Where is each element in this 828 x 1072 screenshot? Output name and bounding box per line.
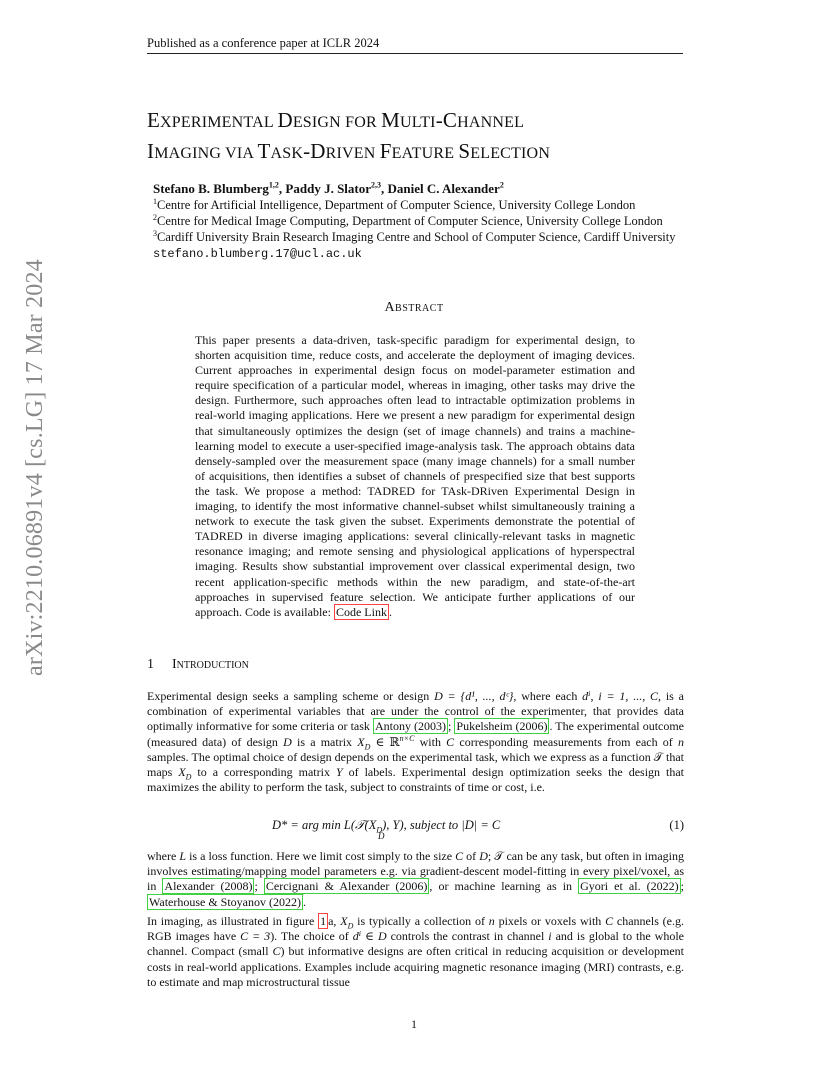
figure-1-link[interactable]: 1 (320, 914, 327, 928)
cite-gyori[interactable]: Gyori et al. (2022) (580, 879, 679, 894)
equation-number: (1) (669, 818, 684, 832)
abstract-body: This paper presents a data-driven, task-specific paradigm for experimental design, to shorten acquisition time, reduce costs, and accelerate the deployment of imaging devices. Current approaches in experimental design focus on model-parameter estimation and require specification of a particular model, whereas in imaging, other tasks may drive the design. Furthermore, such approaches often lead to intractable optimization problems in real-world imaging applications. Here we present a new paradigm for experimental design that simultaneously optimizes the design (set of image channels) and trains a machine-learning model to execute a user-specified image-analysis task. The approach obtains data densely-sampled over the measurement space (many image channels) for a small number of acquisitions, then identifies a subset of channels of prespecified size that best supports the task. We propose a method: TADRED for TAsk-DRiven Experimental Design in imaging, to identify the most informative channel-subset whilst simultaneously training a network to execute the task given the subset. Experiments demonstrate the potential of TADRED in diverse imaging applications: several clinically-relevant tasks in magnetic resonance imaging; and remote sensing and physiological applications of hyperspectral imaging. Results show substantial improvement over classical experimental design, two recent application-specific methods within the new paradigm, and state-of-the-art approaches in supervised feature selection. We anticipate further applications of our approach. Code is available: Code Link . (195, 333, 635, 619)
header-rule (147, 53, 683, 54)
intro-paragraph-3: In imaging, as illustrated in figure 1 a, $X_D$ is typically a collection of n pixels or voxels with C channels (e.g. RGB images have C = 3). The choice of dⁱ ∈ D controls the contrast in channel i and is global to the whole channel. Compact (small C) but informative designs are often critical in reducing acquisition or development costs in real-world applications. Examples include acquiring magnetic resonance imaging (MRI) contrasts, e.g. to estimate and map microstructural tissue (147, 914, 684, 989)
code-link[interactable]: Code Link (335, 604, 387, 619)
cite-pukelsheim[interactable]: Pukelsheim (2006) (456, 719, 548, 734)
affiliation-1: $^1$Centre for Artificial Intelligence, Department of Computer Science, University College London (153, 196, 636, 212)
abstract-heading: Abstract (384, 300, 444, 315)
cite-antony[interactable]: Antony (2003) (374, 719, 447, 734)
equation-1: D* = arg $\min L(𝒯(X_D)$, Y), subject to |D| = C D (1) (272, 818, 684, 841)
section-heading: 1 Introduction (147, 657, 249, 672)
running-header: Published as a conference paper at ICLR 2024 (147, 36, 380, 50)
author-email[interactable]: stefano.blumberg.17@ucl.ac.uk (153, 247, 362, 261)
cite-waterhouse[interactable]: Waterhouse & Stoyanov (2022) (149, 894, 302, 909)
title-line-1: EXPERIMENTAL DESIGN FOR MULTI-CHANNEL (147, 108, 525, 132)
page-number: 1 (411, 1017, 417, 1031)
intro-paragraph-1: Experimental design seeks a sampling scheme or design D = {d¹, ..., dᶜ}, where each dⁱ, i = 1, ..., C, is a combination of experimental variables that are under the control of the experimenter, that provides data optimally informative for some criteria or task Antony (2003) ; Pukelsheim (2006) . The experimental outcome (measured data) of design D is a matrix $X_D$ ∈ ℝ$^{n\times C}$ with C corresponding measurements from each of n samples. The optimal choice of design depends on the experimental task, which we express as a function 𝒯 that maps $X_D$ to a corresponding matrix Y of labels. Experimental design optimization seeks the design that maximizes the ability to perform the task, subject to constraints of time or cost, i.e. (147, 689, 685, 795)
paper-title (147, 106, 550, 168)
author-list: Stefano B. Blumberg$^{1,2}$, Paddy J. Slator$^{2,3}$, Daniel C. Alexander$^2$ (153, 180, 504, 196)
title-line-2: IMAGING VIA TASK-DRIVEN FEATURE SELECTION (147, 139, 551, 163)
cite-cercignani[interactable]: Cercignani & Alexander (2006) (265, 879, 428, 894)
arxiv-stamp: arXiv:2210.06891v4 [cs.LG] 17 Mar 2024 (22, 259, 48, 676)
intro-paragraph-2: where L is a loss function. Here we limit cost simply to the size C of D; 𝒯 can be any task, but often in imaging involves estimating/mapping model parameters e.g. via gradient-descent model-fitting in every pixel/voxel, as in Alexander (2008) ; Cercignani & Alexander (2006) , or machine learning as in Gyori et al. (2022) ; Waterhouse & Stoyanov (2022) . (147, 849, 684, 909)
affiliation-3: $^3$Cardiff University Brain Research Imaging Centre and School of Computer Science, Cardiff University (153, 228, 676, 244)
cite-alexander[interactable]: Alexander (2008) (164, 879, 253, 894)
affiliation-2: $^2$Centre for Medical Image Computing, Department of Computer Science, University College London (153, 212, 663, 228)
